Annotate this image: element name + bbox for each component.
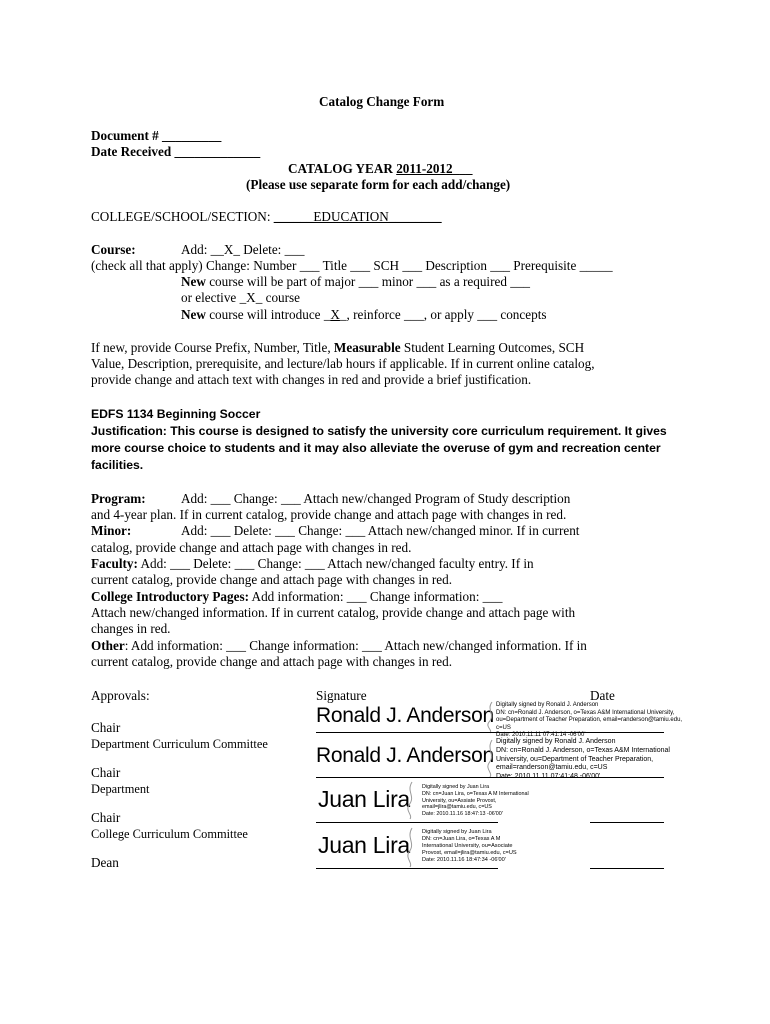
approval-2-digital-signature bbox=[496, 738, 696, 782]
approval-4-date-line bbox=[590, 868, 664, 869]
college-value: ______EDUCATION________ bbox=[273, 209, 442, 224]
date-received-field: Date Received _____________ bbox=[91, 144, 261, 159]
college-school-section bbox=[91, 209, 442, 225]
major-line-text: course will be part of major ___ minor ___ as a required ___ bbox=[205, 274, 531, 289]
approval-4-digital-line-2: DN: cn=Juan Lira, o=Texas A M bbox=[422, 835, 501, 842]
introduce-x: X bbox=[330, 307, 340, 322]
intro-pages-line-2: Attach new/changed information. If in current catalog, provide change and attach page with bbox=[91, 605, 576, 620]
approval-1-signature-name: Ronald J. Anderson bbox=[316, 704, 494, 727]
approval-2-digital-line-3: University, ou=Department of Teacher Preparation, bbox=[496, 755, 654, 763]
introduce-post: _, reinforce ___, or apply ___ concepts bbox=[339, 307, 547, 322]
instructions-line-3: provide change and attach text with changes in red and provide a brief justification. bbox=[91, 372, 532, 387]
approval-3-digital-line-1: Digitally signed by Juan Lira bbox=[422, 784, 490, 790]
approval-4-digital-line-5: Date: 2010.11.16 18:47:34 -06'00' bbox=[422, 856, 506, 863]
approval-1-digital-line-2: DN: cn=Ronald J. Anderson, o=Texas A&M International University, bbox=[496, 709, 675, 716]
approval-1-digital-line-3: ou=Department of Teacher Preparation, email=randerson@tamiu.edu, c=US bbox=[496, 717, 683, 731]
approval-3-digital-line-4: email=jlira@tamiu.edu, c=US bbox=[422, 804, 492, 811]
approval-4-signature-mark-icon bbox=[404, 826, 418, 868]
approval-2-signature-line bbox=[316, 777, 664, 778]
course-change-line: (check all that apply) Change: Number ___ Title ___ SCH ___ Description ___ Prerequisite _____ bbox=[91, 258, 613, 273]
approval-4-signature-name: Juan Lira bbox=[318, 832, 410, 858]
catalog-year-value: 2011-2012 bbox=[396, 161, 453, 176]
approval-1-digital-line-1: Digitally signed by Ronald J. Anderson bbox=[496, 702, 599, 708]
justification-line-3: facilities. bbox=[91, 458, 144, 472]
intro-pages-label: College Introductory Pages: bbox=[91, 589, 249, 604]
approval-3-digital-line-5: Date: 2010.11.16 18:47:13 -06'00' bbox=[422, 811, 503, 817]
justification-line-1: Justification: This course is designed to satisfy the university core curriculum requirement. It gives bbox=[91, 424, 667, 438]
approval-4-digital-signature bbox=[422, 829, 542, 864]
signature-heading: Signature bbox=[316, 688, 367, 703]
approval-2-signature-name: Ronald J. Anderson bbox=[316, 744, 494, 767]
instructions-line-1 bbox=[91, 340, 584, 356]
approval-3-digital-signature bbox=[422, 784, 542, 818]
approval-1-digital-signature bbox=[496, 702, 696, 740]
form-title: Catalog Change Form bbox=[319, 94, 445, 109]
approval-2-title: Chair bbox=[91, 765, 121, 780]
faculty-line-2: current catalog, provide change and attach page with changes in red. bbox=[91, 572, 453, 587]
other-line-1 bbox=[91, 638, 587, 654]
approval-2-digital-line-1: Digitally signed by Ronald J. Anderson bbox=[496, 738, 616, 745]
approval-2-digital-line-2: DN: cn=Ronald J. Anderson, o=Texas A&M International bbox=[496, 746, 670, 754]
instr-bold: Measurable bbox=[333, 340, 401, 355]
approval-3-digital-line-3: University, ou=Assiate Provost, bbox=[422, 797, 497, 804]
college-label: COLLEGE/SCHOOL/SECTION: bbox=[91, 209, 274, 224]
approval-3-signature-line bbox=[316, 822, 498, 823]
approval-4-signature-line bbox=[316, 868, 498, 869]
instr-pre: If new, provide Course Prefix, Number, Title, bbox=[91, 340, 334, 355]
intro-pages-line-1 bbox=[91, 589, 502, 605]
introduce-pre: course will introduce _ bbox=[205, 307, 331, 322]
new-word: New bbox=[181, 274, 206, 289]
program-line-2: and 4-year plan. If in current catalog, provide change and attach page with changes in red. bbox=[91, 507, 567, 522]
other-line-2: current catalog, provide change and attach page with changes in red. bbox=[91, 654, 453, 669]
approval-3-date-line bbox=[590, 822, 664, 823]
approval-3-digital-line-2: DN: cn=Juan Lira, o=Texas A M International bbox=[422, 790, 529, 797]
approval-4-digital-line-4: Provost, email=jlira@tamiu.edu, c=US bbox=[422, 849, 517, 856]
document-number-field: Document # _________ bbox=[91, 128, 222, 143]
faculty-line-1 bbox=[91, 556, 534, 572]
approval-1-digital-line-4: Date: 2010.11.11 07:41:14 -06'00' bbox=[496, 732, 586, 738]
catalog-year-suffix: ___ bbox=[452, 161, 473, 176]
approval-2-digital-line-5: Date: 2010.11.11 07:41:48 -06'00' bbox=[496, 773, 601, 780]
approval-4-digital-line-1: Digitally signed by Juan Lira bbox=[422, 829, 492, 835]
approval-1-title: Chair bbox=[91, 720, 121, 735]
approval-3-signature-mark-icon bbox=[404, 780, 418, 820]
program-line-1: Add: ___ Change: ___ Attach new/changed Program of Study description bbox=[181, 491, 571, 506]
date-heading: Date bbox=[590, 688, 615, 703]
course-label: Course: bbox=[91, 242, 136, 257]
separate-form-note: (Please use separate form for each add/change) bbox=[246, 177, 511, 192]
faculty-label: Faculty: bbox=[91, 556, 138, 571]
approval-4-digital-line-3: International University, ou=Asociate bbox=[422, 842, 513, 849]
approval-2-digital-line-4: email=randerson@tamiu.edu, c=US bbox=[496, 764, 608, 772]
minor-line-1: Add: ___ Delete: ___ Change: ___ Attach new/changed minor. If in current bbox=[181, 523, 580, 538]
approval-3-subtitle: College Curriculum Committee bbox=[91, 827, 248, 841]
catalog-year-heading bbox=[288, 161, 472, 177]
minor-label: Minor: bbox=[91, 523, 132, 538]
minor-line-2: catalog, provide change and attach page with changes in red. bbox=[91, 540, 412, 555]
other-text: : Add information: ___ Change information: ___ Attach new/changed information. If in bbox=[124, 638, 587, 653]
program-label: Program: bbox=[91, 491, 146, 506]
approvals-heading: Approvals: bbox=[91, 688, 150, 703]
approval-1-signature-line bbox=[316, 732, 664, 733]
justification-line-2: more course choice to students and it may also alleviate the overuse of gym and recreation center bbox=[91, 441, 661, 455]
approval-3-title: Chair bbox=[91, 810, 121, 825]
course-introduce-line bbox=[181, 307, 547, 323]
course-major-line bbox=[181, 274, 530, 290]
approval-3-signature-name: Juan Lira bbox=[318, 786, 410, 812]
faculty-text: Add: ___ Delete: ___ Change: ___ Attach new/changed faculty entry. If in bbox=[137, 556, 534, 571]
instr-post: Student Learning Outcomes, SCH bbox=[400, 340, 585, 355]
course-elective-line: or elective _X_ course bbox=[181, 290, 301, 305]
justification-course-title: EDFS 1134 Beginning Soccer bbox=[91, 407, 261, 421]
approval-2-subtitle: Department bbox=[91, 782, 150, 796]
new-word-2: New bbox=[181, 307, 206, 322]
approval-1-subtitle: Department Curriculum Committee bbox=[91, 737, 268, 751]
intro-pages-text: Add information: ___ Change information: ___ bbox=[248, 589, 503, 604]
catalog-year-prefix: CATALOG YEAR bbox=[288, 161, 397, 176]
other-label: Other bbox=[91, 638, 125, 653]
instructions-line-2: Value, Description, prerequisite, and lecture/lab hours if applicable. If in current online catalog, bbox=[91, 356, 595, 371]
intro-pages-line-3: changes in red. bbox=[91, 621, 171, 636]
course-add-delete: Add: __X_ Delete: ___ bbox=[181, 242, 305, 257]
approval-4-title: Dean bbox=[91, 855, 119, 870]
